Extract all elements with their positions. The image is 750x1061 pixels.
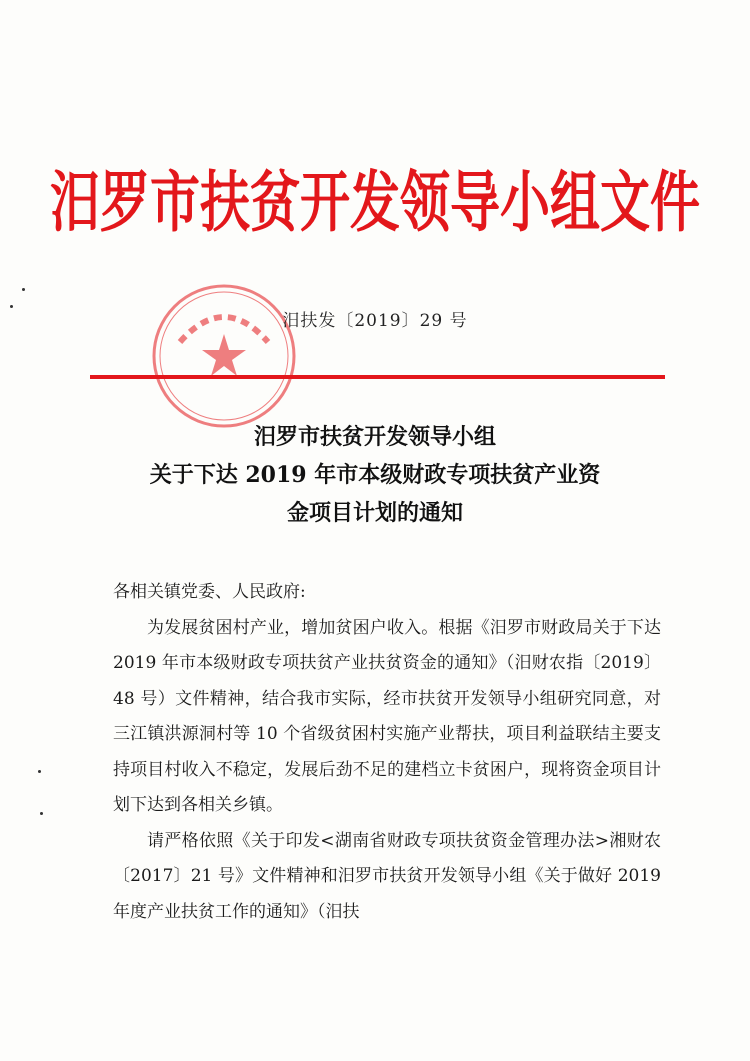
notice-title-line: 金项目计划的通知 [286,500,463,526]
scan-speck [38,770,41,773]
body-paragraph: 请严格依照《关于印发<湖南省财政专项扶贫资金管理办法>湘财农〔2017〕21 号》文件精神和汨罗市扶贫开发领导小组《关于做好 2019 年度产业扶贫工作的通知》（汨扶 [113,830,661,922]
document-number: 汨扶发〔2019〕29 号 [282,311,468,331]
official-seal-icon [150,282,298,430]
body-paragraph: 为发展贫困村产业，增加贫困户收入。根据《汨罗市财政局关于下达 2019 年市本级财政专项扶贫产业扶贫资金的通知》（汨财农指〔2019〕48 号）文件精神，结合我市实际，经市扶贫开发领导小组研究同意，对三江镇洪源洞村等 10 个省级贫困村实施产业帮扶，项目利益联结主要支持项目村收入不稳定，发展后劲不足的建档立卡贫困户，现将资金项目计划下达到各相关乡镇。 [113,617,661,815]
notice-title-line: 汨罗市扶贫开发领导小组 [253,424,496,450]
red-separator-line [90,375,665,379]
scan-speck [22,288,25,291]
scan-speck [10,305,13,308]
notice-title [60,418,690,532]
notice-body [113,575,661,930]
org-header-title: 汨罗市扶贫开发领导小组文件 [50,163,700,242]
notice-title-line: 关于下达 2019 年市本级财政专项扶贫产业资 [149,462,601,488]
scan-speck [40,812,43,815]
salutation: 各相关镇党委、人民政府: [113,582,306,602]
